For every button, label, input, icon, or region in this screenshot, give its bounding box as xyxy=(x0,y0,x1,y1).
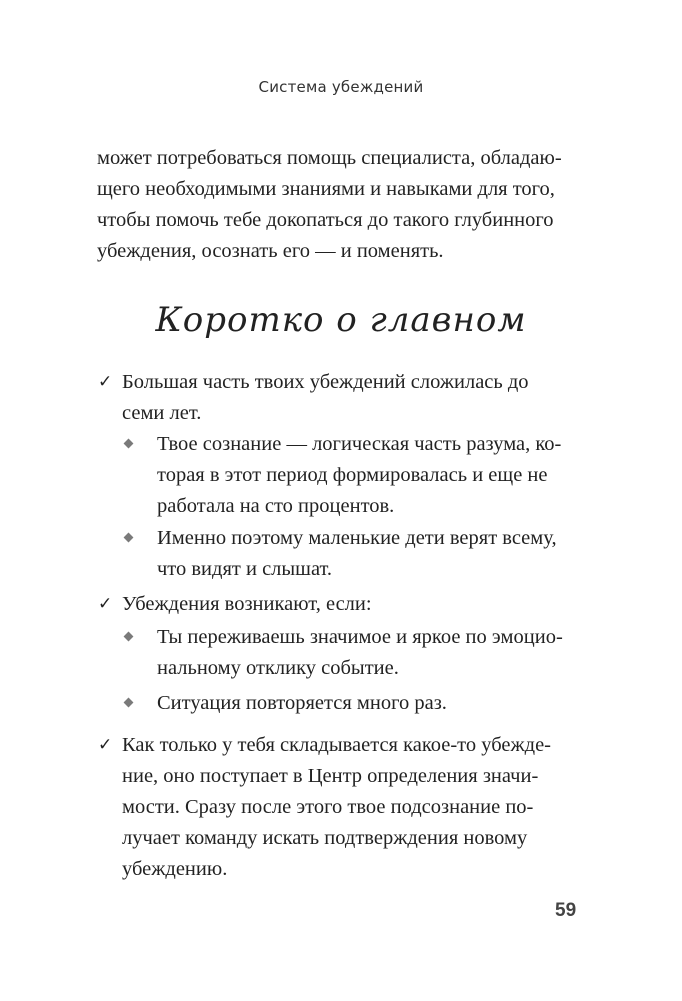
item-line: Убеждения возникают, если: xyxy=(122,593,372,615)
diamond-bullet-icon xyxy=(124,632,134,642)
diamond-bullet-icon xyxy=(124,533,134,543)
item-line: нальному отклику событие. xyxy=(157,657,399,679)
section-title: Коротко о главном xyxy=(155,300,527,340)
item-line: Большая часть твоих убеждений сложилась до xyxy=(122,371,529,393)
item-line: Ситуация повторяется много раз. xyxy=(157,692,447,714)
item-line: убеждению. xyxy=(122,858,228,880)
check-icon: ✓ xyxy=(98,735,113,755)
summary-item xyxy=(98,589,592,620)
item-line: Именно поэтому маленькие дети верят всему, xyxy=(157,527,557,549)
intro-line: щего необходимыми знаниями и навыками для того, xyxy=(97,178,555,200)
item-line: ние, оно поступает в Центр определения значи- xyxy=(122,765,539,787)
summary-item xyxy=(98,730,592,885)
page-number: 59 xyxy=(555,900,577,921)
summary-subitem xyxy=(157,622,592,684)
item-line: мости. Сразу после этого твое подсознание по- xyxy=(122,796,534,818)
intro-paragraph xyxy=(97,143,587,267)
intro-line: убеждения, осознать его — и поменять. xyxy=(97,240,444,262)
item-line: лучает команду искать подтверждения новому xyxy=(122,827,528,849)
running-head: Система убеждений xyxy=(258,78,424,96)
item-line: семи лет. xyxy=(122,402,202,424)
check-icon: ✓ xyxy=(98,372,113,392)
item-line: торая в этот период формировалась и еще не xyxy=(157,464,548,486)
summary-item xyxy=(98,367,592,429)
intro-line: может потребоваться помощь специалиста, обладаю- xyxy=(97,147,562,169)
diamond-bullet-icon xyxy=(124,698,134,708)
diamond-bullet-icon xyxy=(124,439,134,449)
item-line: Как только у тебя складывается какое-то убежде- xyxy=(122,734,552,756)
item-line: что видят и слышат. xyxy=(157,558,333,580)
intro-line: чтобы помочь тебе докопаться до такого глубинного xyxy=(97,209,554,231)
item-line: работала на сто процентов. xyxy=(157,495,395,517)
summary-subitem xyxy=(157,523,592,585)
check-icon: ✓ xyxy=(98,594,113,614)
summary-subitem xyxy=(157,429,592,522)
item-line: Ты переживаешь значимое и яркое по эмоцио- xyxy=(157,626,563,648)
item-line: Твое сознание — логическая часть разума, ко- xyxy=(157,433,562,455)
summary-subitem xyxy=(157,688,592,719)
